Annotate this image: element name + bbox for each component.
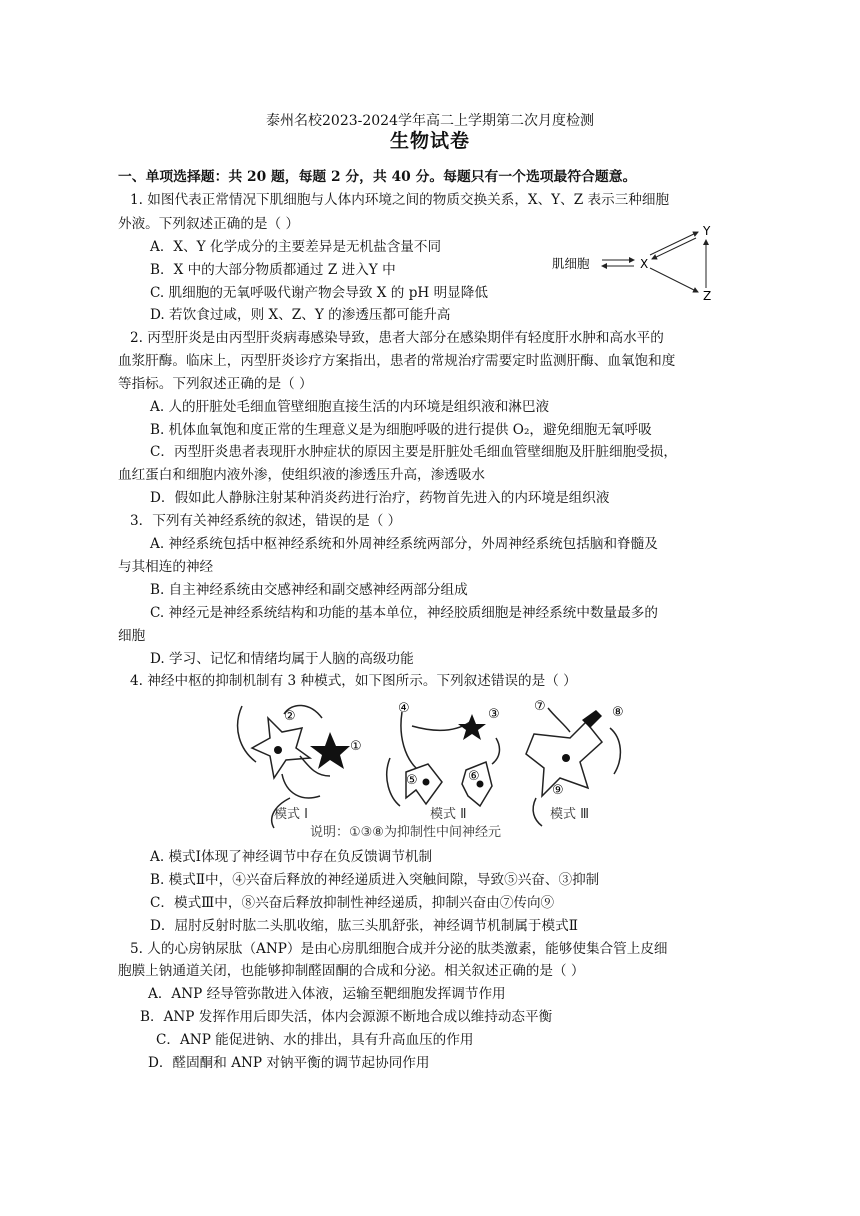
mode2-label: 模式 Ⅱ	[430, 807, 467, 822]
q3-option-a-line1: A. 神经系统包括中枢神经系统和外周神经系统两部分，外周神经系统包括脑和脊髓及	[150, 536, 658, 552]
q4-option-b: B. 模式Ⅱ中，④兴奋后释放的神经递质进入突触间隙，导致⑤兴奋、③抑制	[150, 872, 600, 888]
label-n5: ⑤	[406, 773, 418, 788]
mode1-inhibitory-neuron	[310, 732, 350, 769]
q2-option-a: A. 人的肝脏处毛细血管壁细胞直接生活的内环境是组织液和淋巴液	[150, 399, 550, 415]
q4-option-d: D．屈肘反射时肱二头肌收缩，肱三头肌舒张，神经调节机制属于模式Ⅱ	[150, 918, 578, 934]
q2-option-c-line1: C．丙型肝炎患者表现肝水肿症状的原因主要是肝脏处毛细血管壁细胞及肝脏细胞受损，	[150, 444, 677, 460]
label-n1: ①	[350, 739, 362, 754]
figure-caption: 说明：①③⑧为抑制性中间神经元	[310, 825, 501, 840]
q2-stem-line1: 2. 丙型肝炎是由丙型肝炎病毒感染导致，患者大部分在感染期伴有轻度肝水肿和高水平的	[130, 330, 664, 346]
q2-option-c-line2: 血红蛋白和细胞内液外渗，使组织液的渗透压升高，渗透吸水	[118, 467, 486, 483]
label-n3: ③	[488, 707, 500, 722]
q5-stem-line1: 5. 人的心房钠尿肽（ANP）是由心房肌细胞合成并分泌的肽类激素，能够使集合管上皮细	[130, 941, 668, 957]
mode1-label: 模式 Ⅰ	[274, 807, 308, 822]
q3-option-a-line2: 与其相连的神经	[118, 559, 214, 575]
q1-option-b: B．X 中的大部分物质都通过 Z 进入Y 中	[150, 262, 396, 278]
q5-option-a: A．ANP 经导管弥散进入体液，运输至靶细胞发挥调节作用	[148, 986, 506, 1002]
q4-option-a: A. 模式Ⅰ体现了神经调节中存在负反馈调节机制	[150, 849, 433, 865]
q3-option-c-line1: C. 神经元是神经系统结构和功能的基本单位，神经胶质细胞是神经系统中数量最多的	[150, 605, 658, 621]
q3-option-d: D. 学习、记忆和情绪均属于人脑的高级功能	[150, 651, 414, 667]
q5-option-d: D．醛固酮和 ANP 对钠平衡的调节起协同作用	[148, 1055, 430, 1071]
q3-stem: 3．下列有关神经系统的叙述，错误的是（ ）	[130, 513, 402, 529]
exam-title: 生物试卷	[389, 130, 470, 152]
label-n6: ⑥	[468, 769, 480, 784]
q2-option-d: D．假如此人静脉注射某种消炎药进行治疗，药物首先进入的内环境是组织液	[150, 490, 610, 506]
label-n2: ②	[284, 709, 296, 724]
diagram-label-z: Z	[703, 289, 712, 303]
q2-option-b: B. 机体血氧饱和度正常的生理意义是为细胞呼吸的进行提供 O₂，避免细胞无氧呼吸	[150, 422, 652, 438]
q5-stem-line2: 胞膜上钠通道关闭，也能够抑制醛固酮的合成和分泌。相关叙述正确的是（ ）	[118, 963, 585, 979]
label-n7: ⑦	[534, 699, 546, 714]
q5-option-b: B．ANP 发挥作用后即失活，体内会源源不断地合成以维持动态平衡	[140, 1009, 553, 1025]
q1-option-d: D. 若饮食过咸，则 X、Z、Y 的渗透压都可能升高	[150, 307, 451, 323]
diagram-label-y: Y	[703, 224, 711, 238]
q1-exchange-diagram	[550, 222, 730, 304]
q1-stem-line2: 外液。下列叙述正确的是（ ）	[118, 216, 300, 232]
q1-stem-line1: 1. 如图代表正常情况下肌细胞与人体内环境之间的物质交换关系，X、Y、Z 表示三种细胞	[130, 192, 670, 208]
q1-option-c: C. 肌细胞的无氧呼吸代谢产物会导致 X 的 pH 明显降低	[150, 285, 488, 301]
label-n9: ⑨	[552, 783, 564, 798]
q4-stem: 4. 神经中枢的抑制机制有 3 种模式，如下图所示。下列叙述错误的是（ ）	[130, 673, 577, 689]
diagram-label-cell: 肌细胞	[552, 256, 590, 271]
mode3-inhibitory-terminal	[582, 710, 602, 728]
q2-stem-line2: 血浆肝酶。临床上，丙型肝炎诊疗方案指出，患者的常规治疗需要定时监测肝酶、血氧饱和度	[118, 353, 676, 369]
mode2-inhibitory-neuron	[458, 714, 486, 740]
label-n8: ⑧	[612, 705, 624, 720]
exam-subtitle: 泰州名校2023-2024学年高二上学期第二次月度检测	[266, 113, 594, 129]
q4-option-c: C．模式Ⅲ中，⑧兴奋后释放抑制性神经递质，抑制兴奋由⑦传向⑨	[150, 895, 555, 911]
q2-stem-line3: 等指标。下列叙述正确的是（ ）	[118, 376, 313, 392]
diagram-label-x: X	[640, 257, 649, 271]
q3-option-b: B. 自主神经系统由交感神经和副交感神经两部分组成	[150, 582, 468, 598]
q3-option-c-line2: 细胞	[118, 628, 146, 644]
section-heading: 一、单项选择题：共 20 题，每题 2 分，共 40 分。每题只有一个选项最符合题意。	[118, 169, 637, 185]
q5-option-c: C．ANP 能促进钠、水的排出，具有升高血压的作用	[156, 1032, 474, 1048]
mode3-label: 模式 Ⅲ	[550, 807, 590, 822]
q4-inhibition-figure	[230, 698, 640, 840]
q1-option-a: A．X、Y 化学成分的主要差异是无机盐含量不同	[150, 239, 442, 255]
label-n4: ④	[398, 701, 410, 716]
